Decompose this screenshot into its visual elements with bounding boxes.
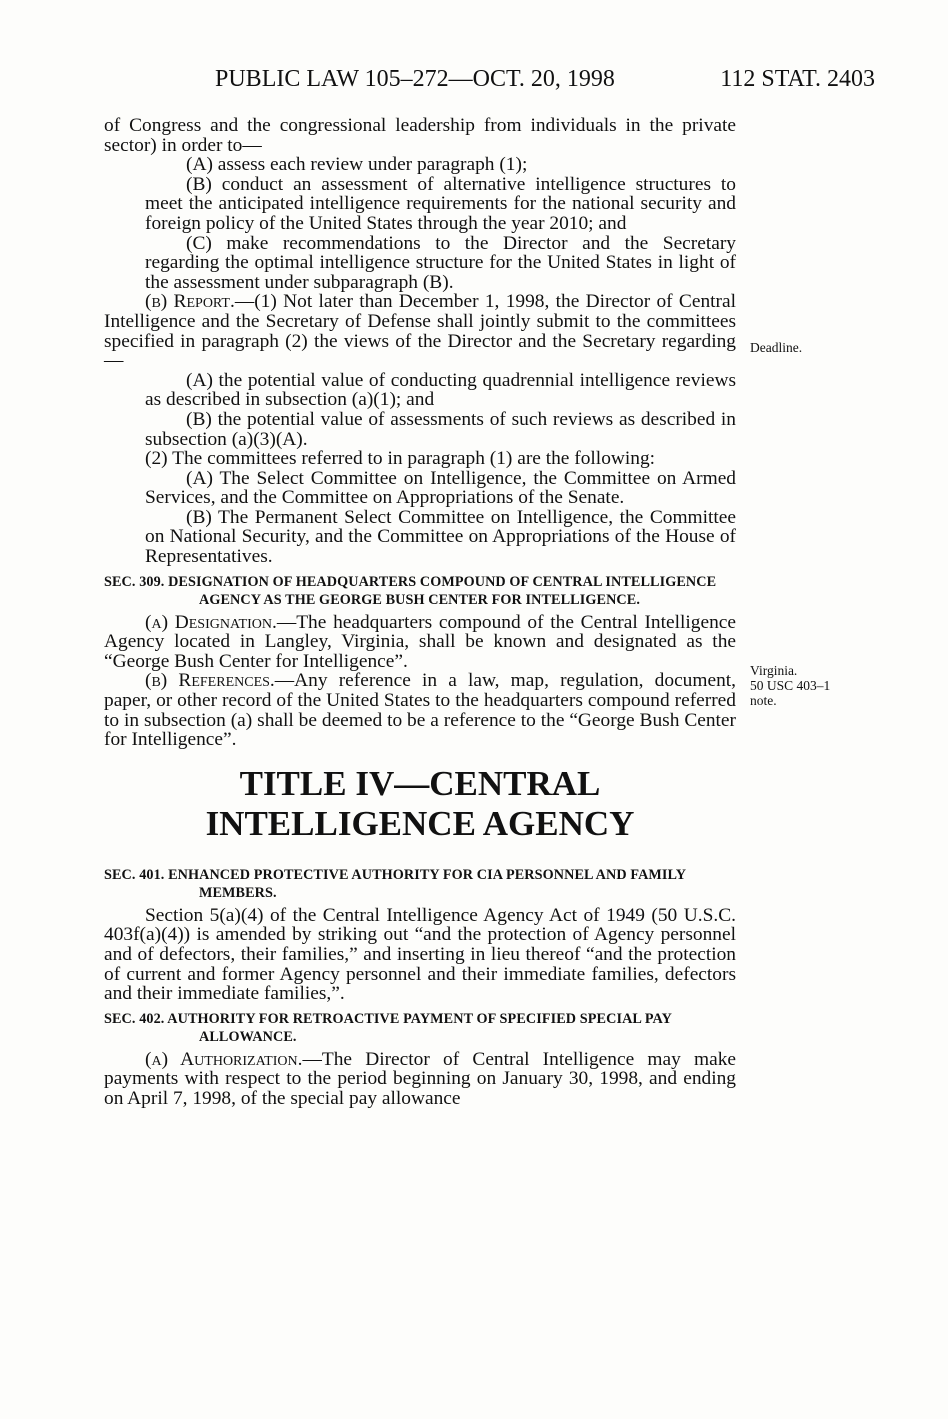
margin-note-virginia: Virginia. bbox=[750, 663, 798, 678]
section-heading: SEC. 401. ENHANCED PROTECTIVE AUTHORITY FOR CIA PERSONNEL AND FAMILY MEMBERS. bbox=[104, 866, 686, 901]
paragraph: (A) assess each review under paragraph (1); bbox=[186, 154, 528, 176]
margin-note-note: note. bbox=[750, 693, 777, 708]
subsection-label: (b) Report. bbox=[145, 291, 235, 313]
margin-note-deadline: Deadline. bbox=[750, 340, 803, 355]
paragraph: (2) The committees referred to in paragraph (1) are the following: bbox=[145, 448, 656, 470]
subsection-text: —The headquarters compound of the Central Intelligence Agency located in Langley, Virginia, shall be known and designated as the “George Bush Center for Intelligence”. bbox=[104, 611, 736, 672]
body-text bbox=[104, 116, 736, 1109]
subsection-text: —The Director of Central Intelligence may make payments with respect to the period beginning on January 30, 1998, and ending on April 7, 1998, of the special pay allowance bbox=[104, 1048, 736, 1109]
paragraph: (A) the potential value of conducting quadrennial intelligence reviews as described in subsection (a)(1); and bbox=[145, 369, 736, 411]
paragraph bbox=[104, 1050, 736, 1109]
subsection-text: —Any reference in a law, map, regulation, document, paper, or other record of the United States to the headquarters compound referred to in subsection (a) shall be deemed to be a reference to the “George Bush Center for Intelligence”. bbox=[104, 670, 736, 751]
paragraph: (B) the potential value of assessments of such reviews as described in subsection (a)(3)(A). bbox=[145, 408, 736, 450]
section-heading: SEC. 402. AUTHORITY FOR RETROACTIVE PAYMENT OF SPECIFIED SPECIAL PAY ALLOWANCE. bbox=[104, 1010, 672, 1045]
paragraph bbox=[104, 613, 736, 672]
subsection-label: (b) References. bbox=[145, 670, 275, 692]
subsection-label: (a) Designation. bbox=[145, 611, 277, 633]
page-header bbox=[215, 66, 875, 96]
paragraph: (B) The Permanent Select Committee on Intelligence, the Committee on National Security, and the Committee on Appropriations of the House of Representatives. bbox=[145, 506, 736, 568]
subsection-text: —(1) Not later than December 1, 1998, the Director of Central Intelligence and the Secretary of Defense shall jointly submit to the committees specified in paragraph (2) the views of the Director and the Secretary regarding— bbox=[104, 291, 736, 372]
paragraph: (A) The Select Committee on Intelligence, the Committee on Armed Services, and the Committee on Appropriations of the Senate. bbox=[145, 467, 736, 509]
paragraph: Section 5(a)(4) of the Central Intelligence Agency Act of 1949 (50 U.S.C. 403f(a)(4)) is amended by striking out “and the protection of Agency personnel and of defectors, their families,” and inserting in lieu thereof “and the protection of current and former Agency personnel and their immediate families, defectors and their immediate families,”. bbox=[104, 904, 736, 1005]
paragraph: (B) conduct an assessment of alternative intelligence structures to meet the anticipated intelligence requirements for the national security and foreign policy of the United States through the year 2010; and bbox=[145, 173, 736, 234]
title-heading: TITLE IV—CENTRAL INTELLIGENCE AGENCY bbox=[205, 763, 635, 843]
paragraph: (C) make recommendations to the Director and the Secretary regarding the optimal intelligence structure for the United States in light of the assessment under subparagraph (B). bbox=[145, 232, 736, 293]
paragraph bbox=[104, 292, 736, 370]
subsection-label: (a) Authorization. bbox=[145, 1048, 303, 1070]
running-head: PUBLIC LAW 105–272—OCT. 20, 1998 bbox=[215, 66, 615, 92]
paragraph bbox=[104, 671, 736, 749]
stat-page-number: 112 STAT. 2403 bbox=[720, 66, 875, 92]
margin-note-usc: 50 USC 403–1 bbox=[750, 678, 831, 693]
section-heading: SEC. 309. DESIGNATION OF HEADQUARTERS COMPOUND OF CENTRAL INTELLIGENCE AGENCY AS THE GEORGE BUSH CENTER FOR INTELLIGENCE. bbox=[104, 573, 717, 608]
paragraph: of Congress and the congressional leadership from individuals in the private sector) in order to— bbox=[104, 115, 736, 156]
